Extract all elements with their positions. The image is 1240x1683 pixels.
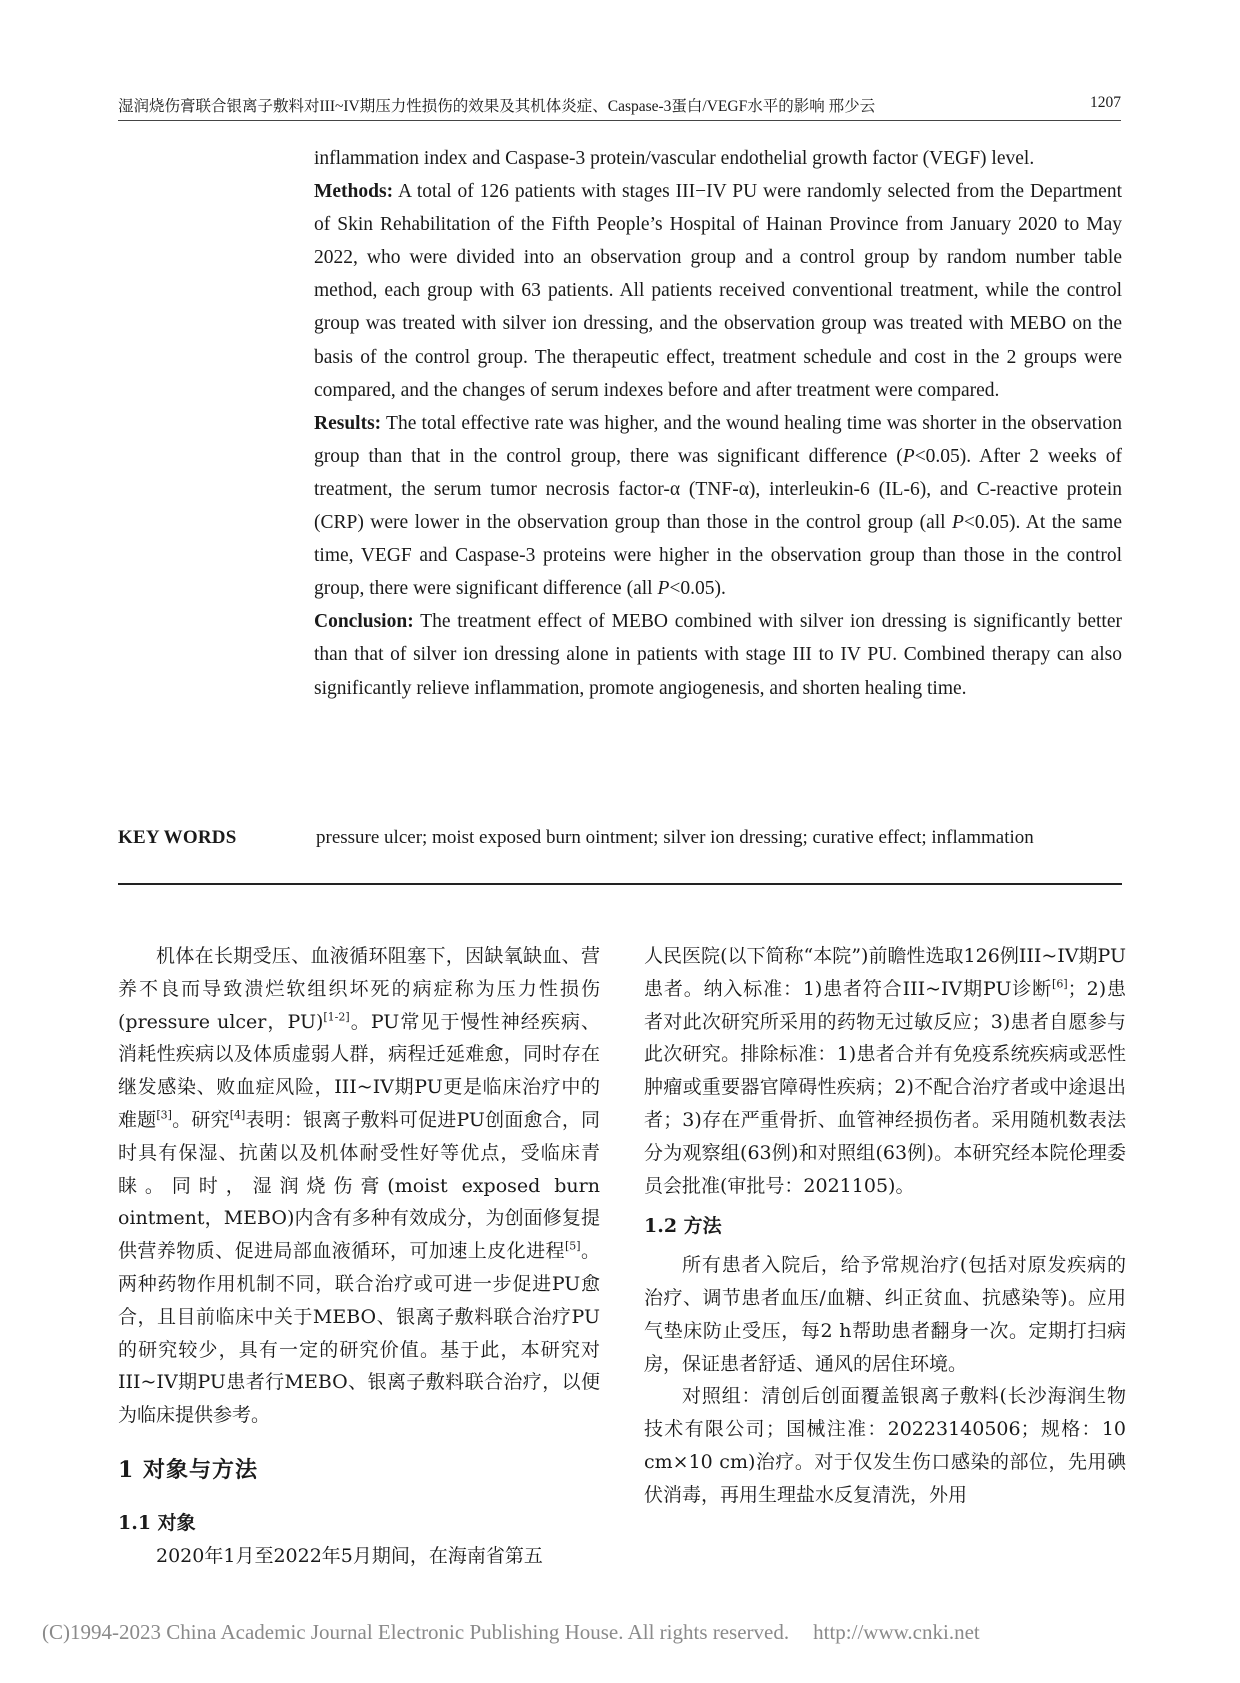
section-heading-1-1: 1.1 对象 xyxy=(118,1511,196,1534)
intro-text: 表明：银离子敷料可促进PU创面愈合，同时具有保湿、抗菌以及机体耐受性好等优点，受临床青睐。同时，湿润烧伤膏(moist exposed burn ointment，MEBO)内含有多种有效成分，为创面修复提供营养物质、促进局部血液循环，可加速上皮化进程 xyxy=(118,1108,600,1263)
conclusion-label: Conclusion: xyxy=(314,611,414,633)
p-value-symbol: P xyxy=(902,445,915,467)
abstract-conclusion xyxy=(314,605,1122,704)
citation: [6] xyxy=(1052,977,1068,991)
abstract-results xyxy=(314,407,1122,606)
body-left-column xyxy=(118,940,600,1572)
subjects-text: 人民医院(以下简称“本院”)前瞻性选取126例III~IV期PU患者。纳入标准：1)患者符合III~IV期PU诊断 xyxy=(644,945,1126,1000)
abstract-intro-line: inflammation index and Caspase-3 protein/vascular endothelial growth factor (VEGF) level. xyxy=(314,148,1035,169)
methods-paragraph: 所有患者入院后，给予常规治疗(包括对原发疾病的治疗、调节患者血压/血糖、纠正贫血、抗感染等)。应用气垫床防止受压，每2 h帮助患者翻身一次。定期打扫病房，保证患者舒适、通风的居住环境。 xyxy=(644,1254,1126,1375)
methods-text: A total of 126 patients with stages III−IV PU were randomly selected from the Department of Skin Rehabilitation of the Fifth People’s Hospital of Hainan Province from January 2020 to May 2022, who were divided into an observation group and a control group by random number table method, each group with 63 patients. All patients received conventional treatment, while the control group was treated with silver ion dressing, and the observation group was treated with MEBO on the basis of the control group. The therapeutic effect, treatment schedule and cost in the 2 groups were compared, and the changes of serum indexes before and after treatment were compared. xyxy=(314,181,1122,401)
cnki-link[interactable]: http://www.cnki.net xyxy=(813,1620,980,1644)
intro-text: 机体在长期受压、血液循环阻塞下，因缺氧缺血、营养不良而导致溃烂软组织坏死的病症称为压力性损伤(pressure ulcer，PU) xyxy=(118,945,600,1033)
section-heading-1-2: 1.2 方法 xyxy=(644,1215,722,1238)
section-heading-1: 1 对象与方法 xyxy=(118,1456,258,1483)
subjects-continuation xyxy=(644,940,1126,1202)
running-title: 湿润烧伤膏联合银离子敷料对III~IV期压力性损伤的效果及其机体炎症、Caspase-3蛋白/VEGF水平的影响 邢少云 xyxy=(118,98,876,115)
conclusion-text: The treatment effect of MEBO combined with silver ion dressing is significantly better than that of silver ion dressing alone in patients with stage III to IV PU. Combined therapy can also significantly relieve inflammation, promote angiogenesis, and shorten healing time. xyxy=(314,611,1122,699)
results-text-1: The total effective rate was higher, and the wound healing time was shorter in the observation group than that in the control group, there was significant difference ( xyxy=(314,412,1122,467)
methods-label: Methods: xyxy=(314,181,394,203)
subjects-paragraph: 2020年1月至2022年5月期间，在海南省第五 xyxy=(156,1544,543,1567)
results-text-3: <0.05). At the same time, VEGF and Caspase-3 proteins were higher in the observation group than those in the control group, there were significant difference (all xyxy=(314,512,1123,600)
page-number: 1207 xyxy=(1090,94,1121,111)
results-text-4: <0.05). xyxy=(669,578,726,600)
citation: [5] xyxy=(564,1239,581,1253)
p-value-symbol: P xyxy=(952,512,964,534)
keywords-text: pressure ulcer; moist exposed burn ointment; silver ion dressing; curative effect; inflammation xyxy=(316,827,1034,848)
abstract-methods xyxy=(314,175,1122,407)
keywords-label: KEY WORDS xyxy=(118,827,237,848)
intro-paragraph xyxy=(118,940,600,1432)
body-right-column xyxy=(644,940,1126,1512)
results-text-2: <0.05). After 2 weeks of treatment, the serum tumor necrosis factor-α (TNF-α), interleukin-6 (IL-6), and C-reactive protein (CRP) were lower in the observation group than those in the control group (all xyxy=(314,445,1122,534)
p-value-symbol: P xyxy=(657,578,670,600)
copyright-footer xyxy=(42,1620,980,1645)
keywords-divider xyxy=(118,883,1122,885)
results-label: Results: xyxy=(314,412,382,434)
citation: [4] xyxy=(229,1108,246,1122)
header-divider xyxy=(118,120,1121,121)
intro-text: 。两种药物作用机制不同，联合治疗或可进一步促进PU愈合，且目前临床中关于MEBO、银离子敷料联合治疗PU的研究较少，具有一定的研究价值。基于此，本研究对III~IV期PU患者行MEBO、银离子敷料联合治疗，以便为临床提供参考。 xyxy=(118,1240,600,1427)
subjects-text: ；2)患者对此次研究所采用的药物无过敏反应；3)患者自愿参与此次研究。排除标准：1)患者合并有免疫系统疾病或恶性肿瘤或重要器官障碍性疾病；2)不配合治疗者或中途退出者；3)存在严重骨折、血管神经损伤者。采用随机数表法分为观察组(63例)和对照组(63例)。本研究经本院伦理委员会批准(审批号：2021105)。 xyxy=(644,977,1126,1197)
english-abstract xyxy=(314,142,1122,705)
control-group-paragraph: 对照组：清创后创面覆盖银离子敷料(长沙海润生物技术有限公司；国械注准：20223140506；规格：10 cm×10 cm)治疗。对于仅发生伤口感染的部位，先用碘伏消毒，再用生理盐水反复清洗，外用 xyxy=(644,1385,1126,1506)
citation: [3] xyxy=(156,1108,172,1122)
running-header xyxy=(118,94,1121,120)
copyright-text: (C)1994-2023 China Academic Journal Electronic Publishing House. All rights reserved. xyxy=(42,1620,790,1644)
citation: [1-2] xyxy=(323,1010,350,1024)
intro-text: 。研究 xyxy=(171,1108,230,1131)
intro-text: 。PU常见于慢性神经疾病、消耗性疾病以及体质虚弱人群，病程迁延难愈，同时存在继发感染、败血症风险，III~IV期PU更是临床治疗中的难题 xyxy=(118,1010,601,1131)
